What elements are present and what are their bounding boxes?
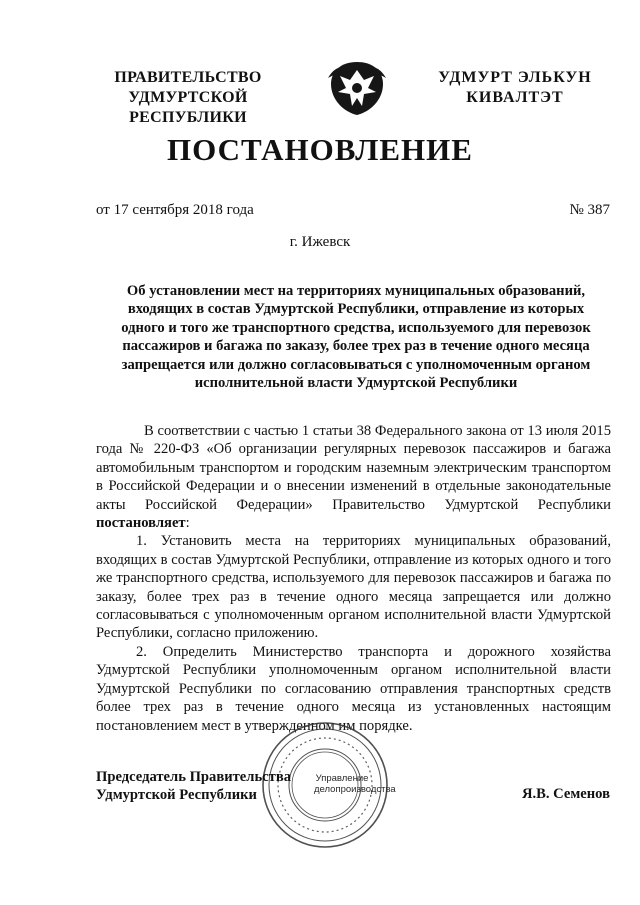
body-paragraph-3: 2. Определить Министерство транспорта и дорожного хозяйства Удмуртской Республики уполномоченным органом исполнительной власти Удмуртской Республики по согласованию отправления транспортных средств более трех раз в течение одного месяца из установленных настоящим постановлением мест в утвержденном им порядке. [96, 643, 611, 734]
document-number: № 387 [569, 202, 610, 218]
body-paragraph-1-text: В соответствии с частью 1 статьи 38 Федерального закона от 13 июля 2015 года № 220-ФЗ «Об организации регулярных перевозок пассажиров и багажа автомобильным транспортом и городским наземным электрическим транспортом в Российской Федерации и о внесении изменений в отдельные законодательные акты Российской Федерации» Правительство Удмуртской Республики [96, 423, 611, 513]
document-title: ПОСТАНОВЛЕНИЕ [167, 132, 473, 167]
signatory-position-line1: Председатель Правительства [96, 769, 292, 785]
body-paragraph-1-bold: постановляет [96, 515, 186, 532]
government-name-line2: УДМУРТСКОЙ РЕСПУБЛИКИ [128, 89, 248, 126]
government-name-russian [78, 68, 298, 128]
government-name-udmurt-line2: КИВАЛТЭТ [466, 89, 564, 106]
signatory-name: Я.В. Семенов [521, 786, 610, 802]
body-paragraph-1 [96, 422, 611, 532]
document-city: г. Ижевск [289, 234, 351, 250]
stamp-line1: Управление [315, 773, 369, 784]
government-name-udmurt [415, 68, 615, 108]
document-body [96, 422, 611, 735]
signatory-position-line2: Удмуртской Республики [96, 787, 257, 804]
body-paragraph-2: 1. Установить места на территориях муниципальных образований, входящих в состав Удмуртской Республики, отправление из которых одного и того же транспортного средства, используемого для перевозок пассажиров и багажа по заказу, более трех раз в течение одного месяца запрещается или должно согласовываться с уполномоченным органом исполнительной власти Удмуртской Республики, согласно приложению. [96, 533, 611, 642]
udmurtia-coat-of-arms-icon [326, 58, 388, 118]
document-subject: Об установлении мест на территориях муниципальных образований, входящих в состав Удмуртской Республики, отправление из которых одного и того же транспортного средства, используемого для перевозок пассажиров и багажа по заказу, более трех раз в течение одного месяца запрещается или должно согласовываться с уполномоченным органом исполнительной власти Удмуртской Республики [121, 283, 591, 392]
body-paragraph-1-end: : [185, 515, 190, 532]
government-name-line1: ПРАВИТЕЛЬСТВО [114, 69, 262, 86]
stamp-center-text [314, 773, 396, 795]
signatory-position [96, 768, 291, 805]
stamp-line2: делопроизводства [314, 784, 396, 795]
government-name-udmurt-line1: УДМУРТ ЭЛЬКУН [438, 69, 592, 86]
document-date: от 17 сентября 2018 года [96, 202, 254, 218]
